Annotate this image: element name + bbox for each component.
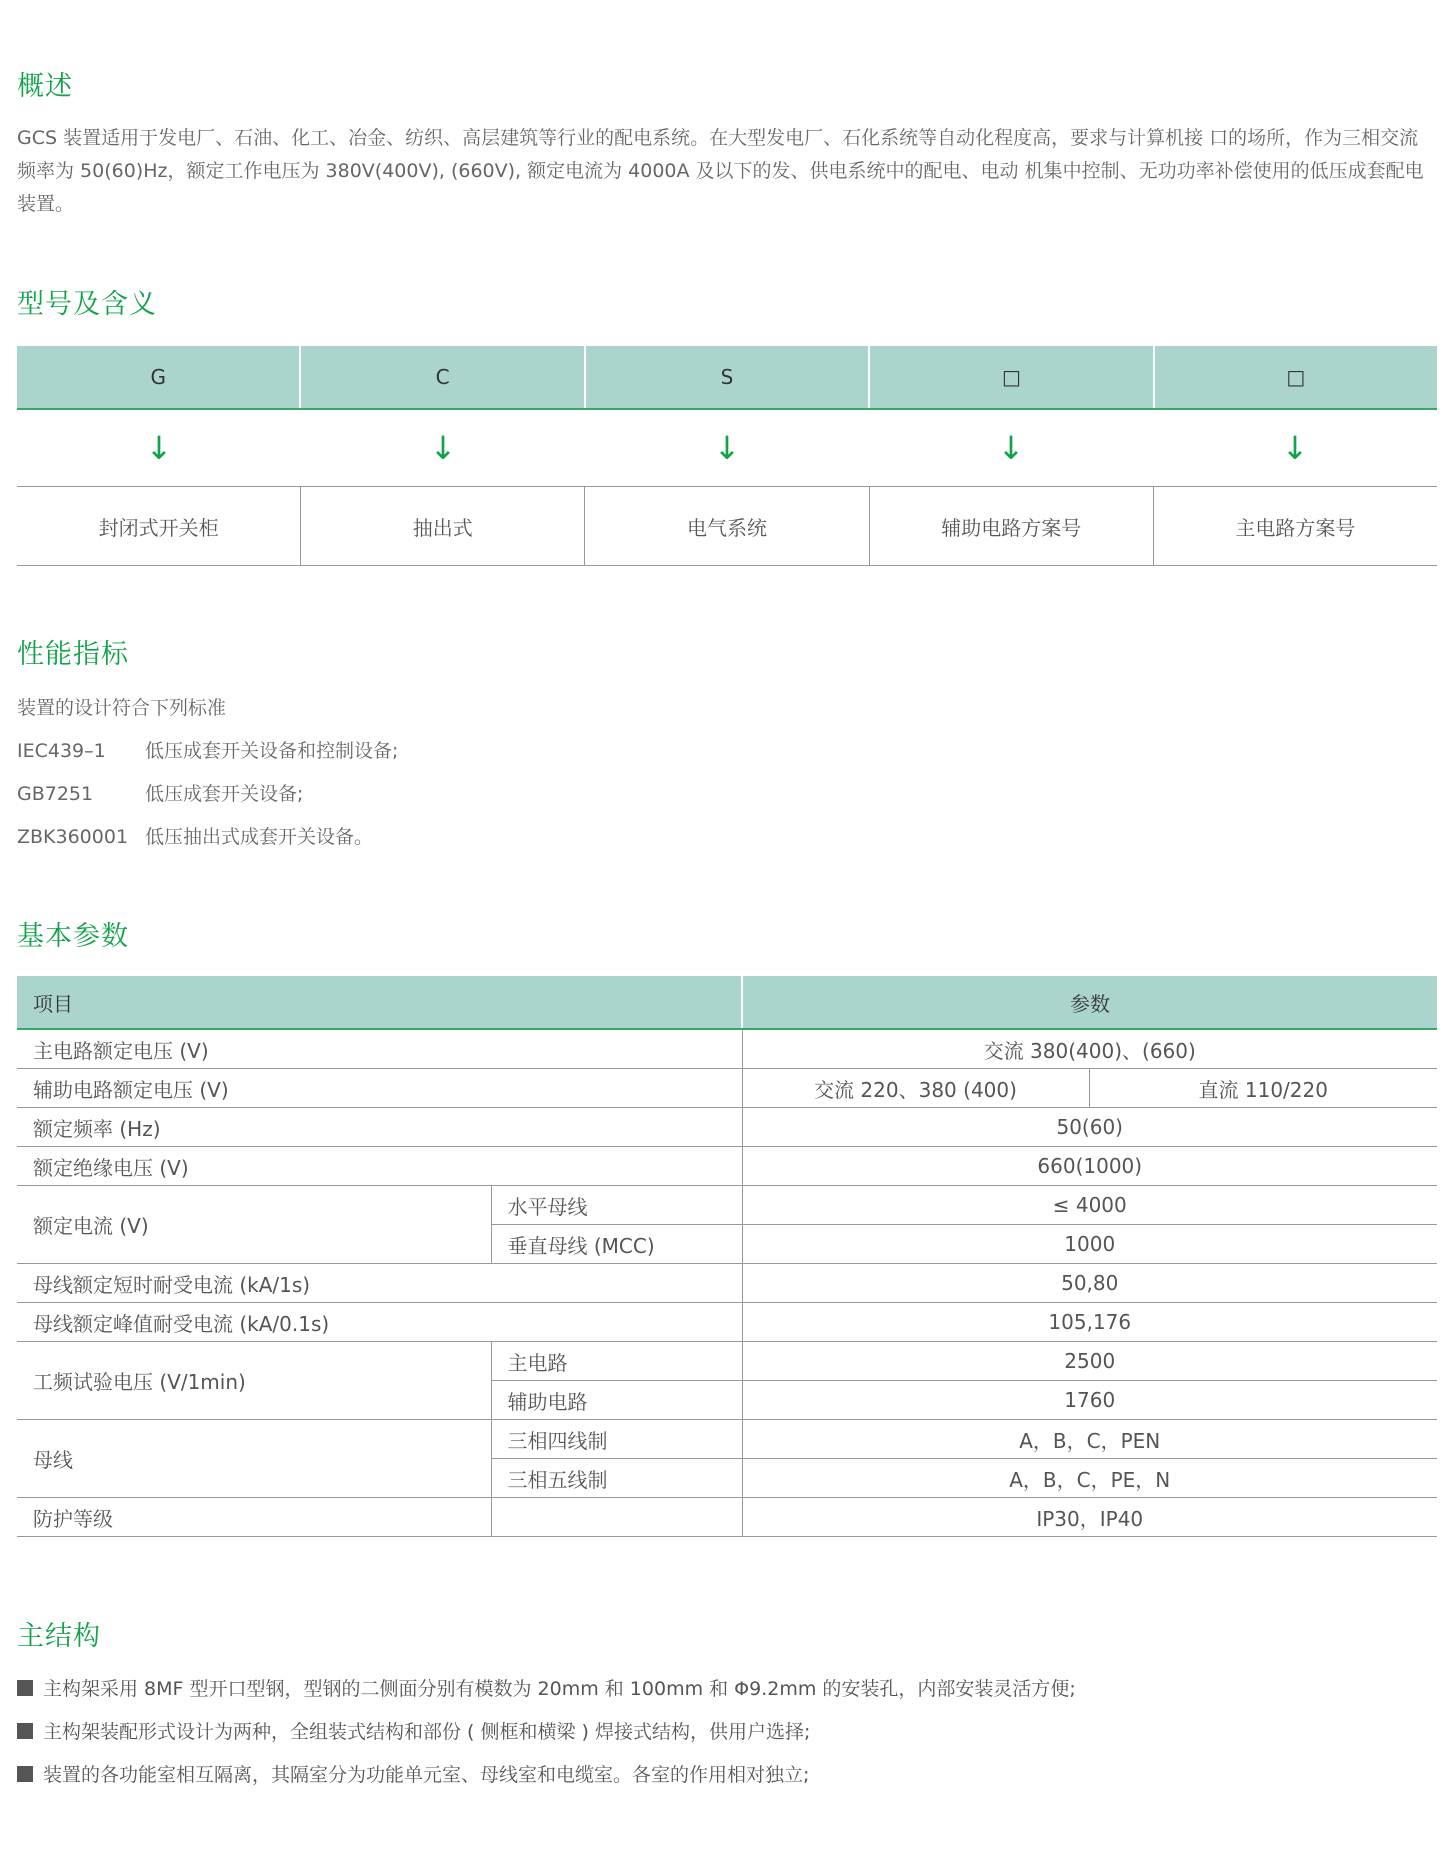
table-row	[17, 1342, 1437, 1381]
table-row	[17, 1069, 1437, 1108]
param-label: 防护等级	[17, 1498, 491, 1537]
param-value: IP30，IP40	[742, 1498, 1437, 1537]
param-label: 额定频率 (Hz)	[17, 1108, 742, 1147]
table-row	[17, 1498, 1437, 1537]
overview-text: GCS 装置适用于发电厂、石油、化工、冶金、纺织、高层建筑等行业的配电系统。在大型发电厂、石化系统等自动化程度高，要求与计算机接 口的场所，作为三相交流频率为 50(60)Hz，额定工作电压为 380V(400V), (660V), 额定电流为 4000A 及以下的发、供电系统中的配电、电动 机集中控制、无功功率补偿使用的低压成套配电装置。	[17, 127, 1424, 215]
standard-desc: 低压成套开关设备和控制设备;	[145, 740, 399, 762]
arrow-down-icon: ↓	[145, 429, 173, 467]
standard-desc: 低压成套开关设备;	[145, 783, 304, 805]
param-value: ≤ 4000	[742, 1186, 1437, 1225]
model-table	[17, 346, 1437, 566]
param-label: 额定绝缘电压 (V)	[17, 1147, 742, 1186]
list-item	[17, 1717, 810, 1747]
param-value: 交流 220、380 (400)	[742, 1069, 1089, 1108]
model-code-4: □	[870, 346, 1154, 408]
standard-code: GB7251	[17, 783, 94, 805]
standard-item	[17, 822, 373, 852]
model-code-1: G	[17, 346, 301, 408]
model-code-2: C	[301, 346, 585, 408]
param-sublabel: 辅助电路	[491, 1381, 742, 1420]
structure-title: 主结构	[17, 1621, 101, 1652]
list-item-text: 主构架装配形式设计为两种，全组装式结构和部份 ( 侧框和横梁 ) 焊接式结构，供用户选择;	[43, 1721, 811, 1743]
param-value: 交流 380(400)、(660)	[742, 1029, 1437, 1069]
model-code-row	[17, 346, 1437, 410]
param-value: A，B，C，PEN	[742, 1420, 1437, 1459]
standard-item	[17, 736, 398, 766]
standard-code: ZBK360001	[17, 826, 129, 848]
table-row	[17, 1029, 1437, 1069]
square-bullet-icon	[17, 1680, 33, 1696]
model-meaning-row	[17, 487, 1437, 566]
model-arrow-row	[17, 410, 1437, 487]
arrow-down-icon: ↓	[429, 429, 457, 467]
model-code-5: □	[1286, 365, 1306, 389]
param-label: 母线额定短时耐受电流 (kA/1s)	[17, 1264, 742, 1303]
list-item	[17, 1674, 1076, 1704]
table-row	[17, 1147, 1437, 1186]
param-value: 1760	[742, 1381, 1437, 1420]
param-value: 105,176	[742, 1303, 1437, 1342]
model-meaning-3: 电气系统	[585, 487, 869, 565]
param-label: 辅助电路额定电压 (V)	[17, 1069, 742, 1108]
table-row	[17, 1303, 1437, 1342]
param-label: 主电路额定电压 (V)	[17, 1029, 742, 1069]
standard-desc: 低压抽出式成套开关设备。	[145, 826, 374, 848]
params-table	[17, 976, 1437, 1537]
arrow-down-icon: ↓	[1281, 429, 1309, 467]
square-bullet-icon	[17, 1766, 33, 1782]
arrow-down-icon: ↓	[997, 429, 1025, 467]
table-row	[17, 1264, 1437, 1303]
performance-intro: 装置的设计符合下列标准	[17, 697, 227, 719]
param-label: 额定电流 (V)	[17, 1186, 491, 1264]
list-item	[17, 1760, 809, 1790]
param-value: 50(60)	[742, 1108, 1437, 1147]
performance-title: 性能指标	[17, 639, 129, 670]
param-sublabel: 水平母线	[491, 1186, 742, 1225]
param-sublabel: 三相五线制	[491, 1459, 742, 1498]
table-row	[17, 1186, 1437, 1225]
param-sublabel: 垂直母线 (MCC)	[491, 1225, 742, 1264]
standard-code: IEC439–1	[17, 740, 106, 762]
model-meaning-5: 主电路方案号	[1235, 515, 1356, 540]
params-title: 基本参数	[17, 921, 129, 952]
param-value: 50,80	[742, 1264, 1437, 1303]
model-meaning-1: 封闭式开关柜	[17, 487, 301, 565]
param-label: 工频试验电压 (V/1min)	[17, 1342, 491, 1420]
table-row	[17, 1420, 1437, 1459]
params-header-value: 参数	[742, 976, 1437, 1029]
model-code-3: S	[586, 346, 870, 408]
params-header-row	[17, 976, 1437, 1029]
overview-title: 概述	[17, 71, 73, 102]
arrow-down-icon: ↓	[713, 429, 741, 467]
table-row	[17, 1108, 1437, 1147]
list-item-text: 装置的各功能室相互隔离，其隔室分为功能单元室、母线室和电缆室。各室的作用相对独立;	[43, 1764, 810, 1786]
model-title: 型号及含义	[17, 289, 157, 320]
param-value: 2500	[742, 1342, 1437, 1381]
param-sublabel: 主电路	[491, 1342, 742, 1381]
param-sublabel	[491, 1498, 742, 1537]
param-sublabel: 三相四线制	[491, 1420, 742, 1459]
param-value: 1000	[742, 1225, 1437, 1264]
model-meaning-4: 辅助电路方案号	[870, 487, 1154, 565]
list-item-text: 主构架采用 8MF 型开口型钢，型钢的二侧面分别有模数为 20mm 和 100mm 和 Φ9.2mm 的安装孔，内部安装灵活方便;	[43, 1678, 1076, 1700]
standard-item	[17, 779, 303, 809]
param-value: 660(1000)	[742, 1147, 1437, 1186]
param-value: A，B，C，PE，N	[742, 1459, 1437, 1498]
param-label: 母线额定峰值耐受电流 (kA/0.1s)	[17, 1303, 742, 1342]
params-header-item: 项目	[17, 976, 742, 1029]
param-value: 直流 110/220	[1089, 1069, 1437, 1108]
model-meaning-2: 抽出式	[301, 487, 585, 565]
param-label: 母线	[17, 1420, 491, 1498]
square-bullet-icon	[17, 1723, 33, 1739]
